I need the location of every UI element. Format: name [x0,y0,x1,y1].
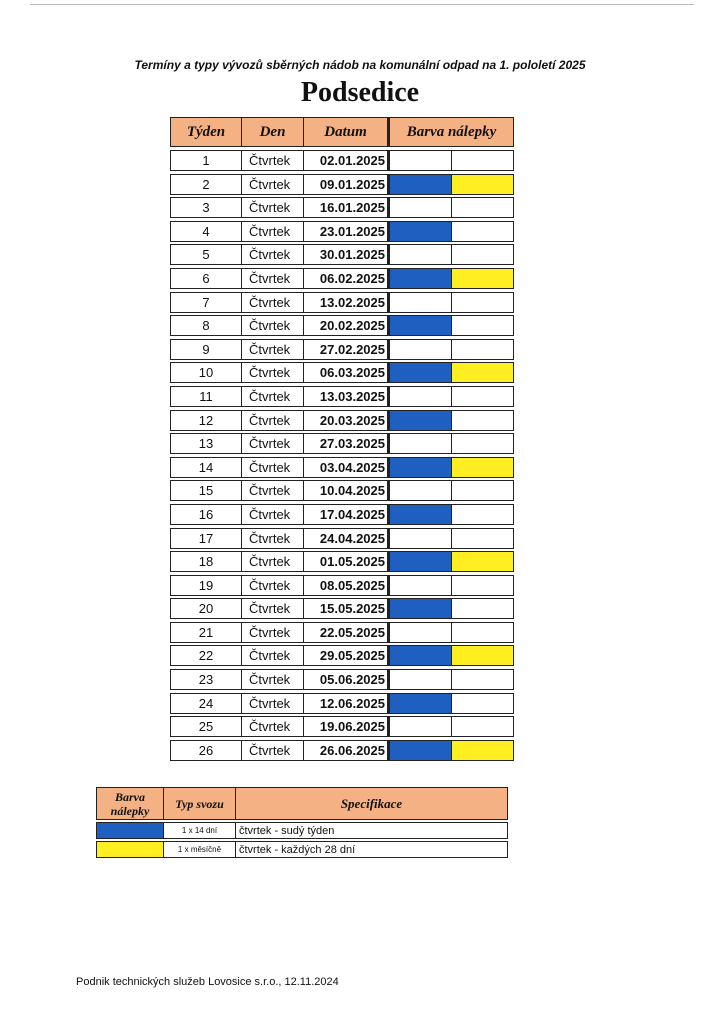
date-cell: 27.03.2025 [304,433,390,454]
week-cell: 14 [170,457,242,478]
blue-sticker-cell [390,528,452,549]
week-cell: 18 [170,551,242,572]
date-cell: 03.04.2025 [304,457,390,478]
day-cell: Čtvrtek [242,362,304,383]
date-cell: 13.03.2025 [304,386,390,407]
blue-sticker-cell [390,669,452,690]
yellow-sticker-cell [452,386,514,407]
blue-sticker-cell [390,174,452,195]
yellow-sticker-cell [452,716,514,737]
schedule-header-row [170,117,516,147]
table-row [170,174,516,195]
header-date: Datum [304,117,390,147]
table-row [170,740,516,761]
day-cell: Čtvrtek [242,339,304,360]
blue-sticker-cell [390,197,452,218]
day-cell: Čtvrtek [242,598,304,619]
legend-row [96,841,508,858]
day-cell: Čtvrtek [242,433,304,454]
blue-sticker-cell [390,410,452,431]
week-cell: 3 [170,197,242,218]
week-cell: 15 [170,480,242,501]
yellow-sticker-cell [452,244,514,265]
day-cell: Čtvrtek [242,622,304,643]
date-cell: 27.02.2025 [304,339,390,360]
table-row [170,669,516,690]
week-cell: 5 [170,244,242,265]
yellow-sticker-cell [452,645,514,666]
schedule-rows [170,150,516,761]
table-row [170,221,516,242]
legend-table [96,787,508,858]
yellow-sticker-cell [452,669,514,690]
header-sticker-color: Barva nálepky [390,117,514,147]
schedule-table [170,117,516,761]
table-row [170,528,516,549]
document-subtitle: Termíny a typy vývozů sběrných nádob na komunální odpad na 1. pololetí 2025 [134,58,586,72]
date-cell: 06.02.2025 [304,268,390,289]
week-cell: 21 [170,622,242,643]
week-cell: 16 [170,504,242,525]
blue-sticker-cell [390,457,452,478]
date-cell: 06.03.2025 [304,362,390,383]
yellow-sticker-cell [452,197,514,218]
yellow-sticker-cell [452,362,514,383]
yellow-sticker-cell [452,174,514,195]
header-week: Týden [170,117,242,147]
day-cell: Čtvrtek [242,410,304,431]
yellow-sticker-cell [452,598,514,619]
yellow-sticker-cell [452,150,514,171]
date-cell: 29.05.2025 [304,645,390,666]
table-row [170,292,516,313]
day-cell: Čtvrtek [242,457,304,478]
table-row [170,150,516,171]
date-cell: 01.05.2025 [304,551,390,572]
table-row [170,410,516,431]
week-cell: 6 [170,268,242,289]
date-cell: 20.03.2025 [304,410,390,431]
yellow-sticker-cell [452,268,514,289]
document-title: Podsedice [300,77,420,108]
week-cell: 8 [170,315,242,336]
day-cell: Čtvrtek [242,504,304,525]
blue-sticker-cell [390,551,452,572]
week-cell: 24 [170,693,242,714]
week-cell: 10 [170,362,242,383]
table-row [170,575,516,596]
week-cell: 22 [170,645,242,666]
yellow-sticker-cell [452,575,514,596]
yellow-sticker-cell [452,504,514,525]
blue-sticker-cell [390,740,452,761]
table-row [170,386,516,407]
date-cell: 30.01.2025 [304,244,390,265]
blue-sticker-cell [390,221,452,242]
date-cell: 19.06.2025 [304,716,390,737]
blue-sticker-cell [390,716,452,737]
blue-sticker-cell [390,292,452,313]
yellow-sticker-cell [452,410,514,431]
blue-sticker-cell [390,645,452,666]
week-cell: 11 [170,386,242,407]
date-cell: 26.06.2025 [304,740,390,761]
yellow-sticker-cell [452,433,514,454]
date-cell: 02.01.2025 [304,150,390,171]
yellow-sticker-cell [452,622,514,643]
day-cell: Čtvrtek [242,315,304,336]
day-cell: Čtvrtek [242,197,304,218]
legend-header-row [96,787,508,820]
blue-sticker-cell [390,480,452,501]
date-cell: 24.04.2025 [304,528,390,549]
yellow-sticker-cell [452,221,514,242]
day-cell: Čtvrtek [242,645,304,666]
table-row [170,268,516,289]
week-cell: 12 [170,410,242,431]
day-cell: Čtvrtek [242,150,304,171]
header-day: Den [242,117,304,147]
day-cell: Čtvrtek [242,221,304,242]
table-row [170,315,516,336]
yellow-sticker-cell [452,339,514,360]
week-cell: 19 [170,575,242,596]
table-row [170,551,516,572]
top-rule [30,4,694,5]
day-cell: Čtvrtek [242,480,304,501]
blue-sticker-cell [390,693,452,714]
table-row [170,504,516,525]
week-cell: 23 [170,669,242,690]
blue-sticker-cell [390,315,452,336]
date-cell: 08.05.2025 [304,575,390,596]
yellow-sticker-cell [452,528,514,549]
legend-header-spec: Specifikace [236,787,508,820]
day-cell: Čtvrtek [242,693,304,714]
yellow-sticker-cell [452,740,514,761]
legend-header-color: Barva nálepky [96,787,164,820]
week-cell: 9 [170,339,242,360]
day-cell: Čtvrtek [242,740,304,761]
table-row [170,598,516,619]
date-cell: 10.04.2025 [304,480,390,501]
yellow-sticker-cell [452,480,514,501]
week-cell: 26 [170,740,242,761]
day-cell: Čtvrtek [242,528,304,549]
legend-type-cell: 1 x 14 dní [164,822,236,839]
day-cell: Čtvrtek [242,716,304,737]
day-cell: Čtvrtek [242,292,304,313]
table-row [170,457,516,478]
table-row [170,197,516,218]
week-cell: 4 [170,221,242,242]
yellow-sticker-cell [452,292,514,313]
week-cell: 2 [170,174,242,195]
day-cell: Čtvrtek [242,244,304,265]
date-cell: 05.06.2025 [304,669,390,690]
table-row [170,716,516,737]
table-row [170,362,516,383]
blue-sticker-cell [390,504,452,525]
day-cell: Čtvrtek [242,669,304,690]
yellow-sticker-cell [452,457,514,478]
date-cell: 20.02.2025 [304,315,390,336]
footer-note: Podnik technických služeb Lovosice s.r.o., 12.11.2024 [76,976,339,988]
blue-sticker-cell [390,268,452,289]
legend-header-type: Typ svozu [164,787,236,820]
date-cell: 09.01.2025 [304,174,390,195]
yellow-sticker-cell [452,693,514,714]
yellow-sticker-cell [452,315,514,336]
blue-sticker-cell [390,362,452,383]
blue-sticker-cell [390,622,452,643]
week-cell: 17 [170,528,242,549]
date-cell: 17.04.2025 [304,504,390,525]
date-cell: 13.02.2025 [304,292,390,313]
blue-sticker-cell [390,150,452,171]
date-cell: 23.01.2025 [304,221,390,242]
week-cell: 7 [170,292,242,313]
week-cell: 20 [170,598,242,619]
legend-rows [96,822,508,858]
date-cell: 15.05.2025 [304,598,390,619]
day-cell: Čtvrtek [242,386,304,407]
date-cell: 22.05.2025 [304,622,390,643]
week-cell: 25 [170,716,242,737]
blue-sticker-cell [390,244,452,265]
day-cell: Čtvrtek [242,174,304,195]
week-cell: 13 [170,433,242,454]
blue-sticker-cell [390,575,452,596]
blue-sticker-cell [390,339,452,360]
date-cell: 12.06.2025 [304,693,390,714]
blue-sticker-cell [390,598,452,619]
table-row [170,244,516,265]
legend-color-swatch [96,822,164,839]
blue-sticker-cell [390,386,452,407]
day-cell: Čtvrtek [242,575,304,596]
blue-sticker-cell [390,433,452,454]
date-cell: 16.01.2025 [304,197,390,218]
week-cell: 1 [170,150,242,171]
legend-color-swatch [96,841,164,858]
yellow-sticker-cell [452,551,514,572]
table-row [170,693,516,714]
legend-spec-cell: čtvrtek - každých 28 dní [236,841,508,858]
table-row [170,433,516,454]
table-row [170,339,516,360]
table-row [170,622,516,643]
day-cell: Čtvrtek [242,268,304,289]
table-row [170,645,516,666]
table-row [170,480,516,501]
legend-row [96,822,508,839]
legend-type-cell: 1 x měsíčně [164,841,236,858]
legend-spec-cell: čtvrtek - sudý týden [236,822,508,839]
day-cell: Čtvrtek [242,551,304,572]
